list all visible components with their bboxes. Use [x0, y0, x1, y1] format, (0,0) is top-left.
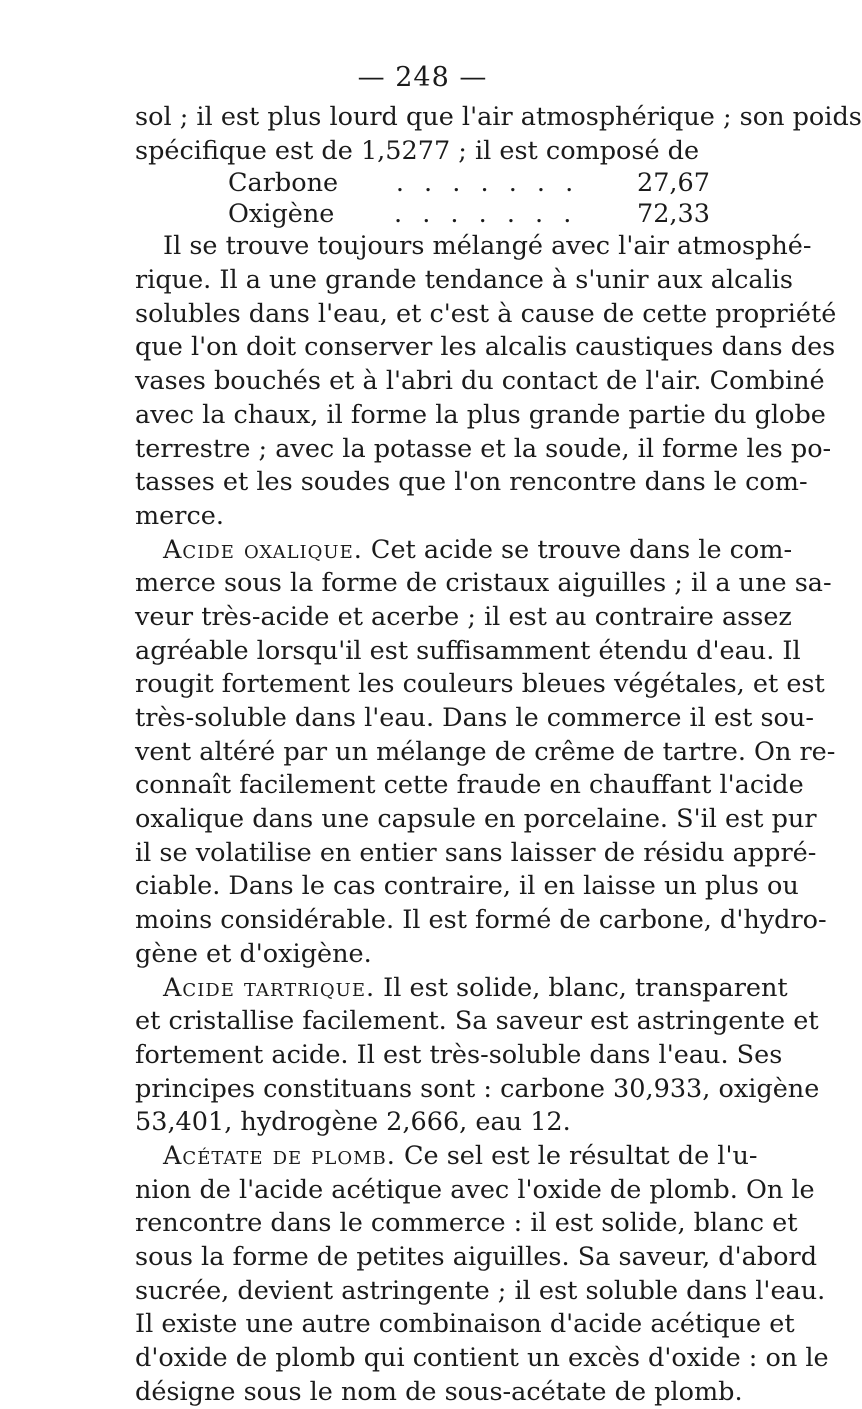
text-line: moins considérable. Il est formé de carbone, d'hydro-: [135, 905, 827, 936]
text-run: Cet acide se trouve dans le com-: [362, 534, 793, 565]
element-name: Carbone: [228, 168, 339, 199]
text-line: tasses et les soudes que l'on rencontre dans le com-: [135, 467, 808, 498]
text-line: désigne sous le nom de sous-acétate de plomb.: [135, 1376, 743, 1407]
text-line: rougit fortement les couleurs bleues végétales, et est: [135, 669, 825, 700]
text-line: gène et d'oxigène.: [135, 938, 372, 969]
paragraph-acide-oxalique: [135, 534, 836, 972]
paragraph-acide-tartrique: [135, 972, 820, 1140]
text-line: sucrée, devient astringente ; il est soluble dans l'eau.: [135, 1275, 826, 1306]
text-line: sous la forme de petites aiguilles. Sa saveur, d'abord: [135, 1242, 818, 1272]
paragraph-acetate-de-plomb: [135, 1140, 829, 1409]
page-number: — 248 —: [357, 62, 488, 93]
text-line: connaît facilement cette fraude en chauffant l'acide: [135, 770, 804, 801]
text-line: 53,401, hydrogène 2,666, eau 12.: [135, 1107, 571, 1138]
text-line: [135, 534, 793, 568]
composition-row-carbone: [135, 168, 710, 199]
text-line: solubles dans l'eau, et c'est à cause de cette propriété: [135, 298, 837, 329]
intro-paragraph: [135, 101, 862, 168]
text-line: veur très-acide et acerbe ; il est au contraire assez: [135, 601, 792, 632]
text-line: très-soluble dans l'eau. Dans le commerce il est sou-: [135, 703, 814, 733]
text-line: principes constituans sont : carbone 30,933, oxigène: [135, 1073, 820, 1104]
text-line: que l'on doit conserver les alcalis caustiques dans des: [135, 332, 836, 363]
text-line: terrestre ; avec la potasse et la soude, il forme les po-: [135, 433, 832, 464]
text-line: sol ; il est plus lourd que l'air atmosphérique ; son poids: [135, 102, 862, 132]
composition-row-oxigene: [135, 199, 710, 230]
section-heading: Acide oxalique.: [163, 534, 363, 565]
text-line: Il se trouve toujours mélangé avec l'air atmosphé-: [163, 231, 812, 262]
text-line: agréable lorsqu'il est suffisamment étendu d'eau. Il: [135, 635, 801, 666]
text-line: merce sous la forme de cristaux aiguilles ; il a une sa-: [135, 568, 832, 599]
text-run: Ce sel est le résultat de l'u-: [395, 1140, 758, 1171]
text-line: avec la chaux, il forme la plus grande partie du globe: [135, 399, 826, 430]
text-line: d'oxide de plomb qui contient un excès d'oxide : on le: [135, 1343, 829, 1374]
text-line: [135, 972, 788, 1006]
paragraph-carbonic: [135, 230, 837, 533]
text-line: rencontre dans le commerce : il est solide, blanc et: [135, 1208, 798, 1239]
text-line: vases bouchés et à l'abri du contact de l'air. Combiné: [135, 366, 825, 397]
section-heading: Acide tartrique.: [163, 972, 376, 1003]
section-heading: Acétate de plomb.: [163, 1140, 396, 1171]
text-line: merce.: [135, 500, 224, 531]
composition-table: [135, 168, 710, 230]
book-page: [135, 62, 862, 1409]
text-line: il se volatilise en entier sans laisser de résidu appré-: [135, 837, 817, 868]
text-line: spécifique est de 1,5277 ; il est composé de: [135, 135, 700, 166]
text-line: et cristallise facilement. Sa saveur est astringente et: [135, 1006, 819, 1037]
leader-dots: . . . . . . .: [393, 199, 578, 230]
text-line: rique. Il a une grande tendance à s'unir aux alcalis: [135, 265, 793, 296]
element-value: 72,33: [636, 199, 710, 230]
text-line: nion de l'acide acétique avec l'oxide de plomb. On le: [135, 1174, 815, 1205]
text-line: fortement acide. Il est très-soluble dans l'eau. Ses: [135, 1039, 783, 1070]
text-line: [135, 1140, 758, 1174]
text-run: Il est solide, blanc, transparent: [375, 972, 788, 1003]
text-line: oxalique dans une capsule en porcelaine. S'il est pur: [135, 804, 817, 835]
element-value: 27,67: [636, 168, 710, 199]
text-line: ciable. Dans le cas contraire, il en laisse un plus ou: [135, 871, 799, 902]
leader-dots: . . . . . . .: [395, 168, 580, 199]
text-line: Il existe une autre combinaison d'acide acétique et: [135, 1309, 795, 1340]
element-name: Oxigène: [228, 199, 335, 230]
text-line: vent altéré par un mélange de crême de tartre. On re-: [135, 736, 836, 767]
